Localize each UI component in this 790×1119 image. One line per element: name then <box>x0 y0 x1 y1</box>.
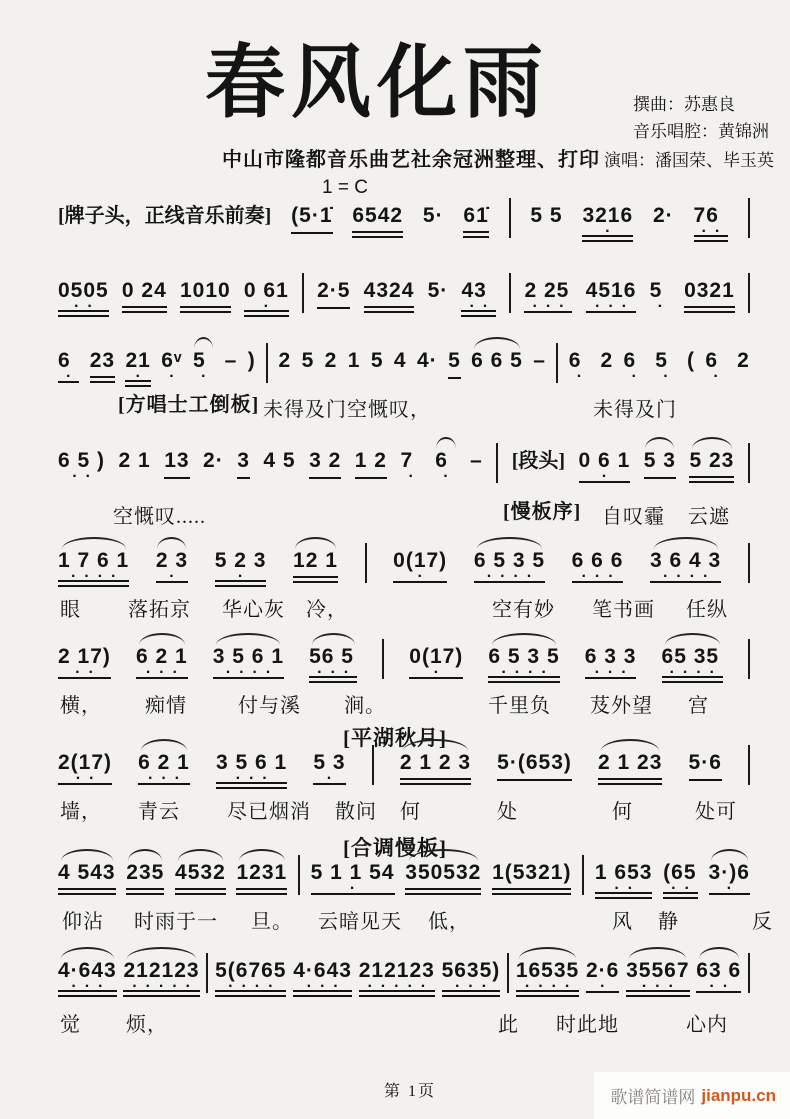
note-group: 1 2 <box>355 449 387 479</box>
lyric-text: 千里负 <box>488 695 551 717</box>
note-group: 5· <box>422 204 444 227</box>
lyric-text: 芨外望 <box>590 695 653 717</box>
note-group: 5 3 <box>644 449 676 479</box>
lyric-text: 空有妙 <box>492 599 555 621</box>
inline-label: [牌子头，正线音乐前奏] <box>58 205 272 227</box>
note-group: 2 <box>737 349 750 372</box>
note-group: 6 2 1 ··· <box>136 645 188 679</box>
note-group: 56 5 ··· <box>309 645 357 683</box>
barline-icon <box>509 198 511 238</box>
barline-icon <box>748 198 750 238</box>
note-group: 5· <box>427 279 449 302</box>
barline-icon <box>266 343 268 383</box>
page-number: 第 1页 <box>384 1083 437 1100</box>
watermark <box>594 1072 790 1119</box>
note-group: 65 35 ···· <box>662 645 723 683</box>
notes-row <box>58 751 750 789</box>
note-group: (65 ·· <box>663 861 698 899</box>
performer-line: 演唱：潘国荣、毕玉英 <box>604 151 774 170</box>
lyric-text: 风 <box>612 911 633 933</box>
lyric-label: [慢板序] <box>503 501 582 523</box>
note-group: 4 5 <box>263 449 296 472</box>
note-group: 6 · <box>435 449 456 479</box>
note-group: 4·643 ··· <box>293 959 352 997</box>
note-group: 2 3 · <box>156 549 188 583</box>
note-group: 235 <box>126 861 164 895</box>
lyrics-row <box>0 905 790 933</box>
note-group: 61̇ <box>463 204 488 238</box>
note-group: 0321 <box>684 279 735 313</box>
note-group: 13 <box>164 449 189 479</box>
note-group: 5 2 3 · <box>215 549 267 587</box>
note-group: 4324 <box>364 279 415 313</box>
note-group: 2 1 2 3 <box>400 751 471 785</box>
lyric-text: 自叹霾 <box>602 506 665 528</box>
notes-row <box>58 959 750 997</box>
note-group: 5 23 <box>689 449 734 483</box>
note-group: 2 25 ··· <box>524 279 572 313</box>
notes-row <box>58 279 750 317</box>
lyric-text: 宫 <box>688 695 709 717</box>
lyric-text: 何 <box>612 801 633 823</box>
note-group: 0505 ·· <box>58 279 109 317</box>
note-group: 2 1 23 <box>598 751 662 785</box>
lyric-label: [方唱士工倒板] <box>118 394 260 416</box>
notes-row <box>58 861 750 899</box>
note-group: 5 1 1 54 · <box>311 861 395 895</box>
barline-icon <box>382 639 384 679</box>
note-group: 6 3 3 ··· <box>585 645 637 679</box>
lyric-text: 处 <box>497 801 518 823</box>
lyric-text: 横， <box>60 695 102 717</box>
note-group: 6 · <box>705 349 726 379</box>
lyrics-row <box>0 500 790 528</box>
lyric-text: 付与溪 <box>238 695 301 717</box>
lyrics-row <box>0 689 790 717</box>
notes-row <box>58 549 750 587</box>
lyric-text: 心内 <box>686 1014 728 1036</box>
note-group: 7 · <box>400 449 421 479</box>
note-group: – <box>224 349 238 372</box>
lyric-text: 尽已烟消 <box>227 801 311 823</box>
note-group: 2·6 · <box>586 959 619 993</box>
note-group: 4516 ··· <box>586 279 637 313</box>
note-group: 1(5321) <box>492 861 571 895</box>
note-group: 212123 ····· <box>123 959 199 997</box>
note-group: 5 3 · <box>313 751 345 785</box>
lyrics-row <box>0 593 790 621</box>
lyric-text: 此 <box>498 1014 519 1036</box>
section-label: [合调慢板] <box>343 836 447 860</box>
barline-icon <box>556 343 558 383</box>
note-group: 2· <box>653 204 674 227</box>
lyrics-row <box>0 393 790 421</box>
lyrics-row <box>0 795 790 823</box>
note-group: 2·5 <box>317 279 350 309</box>
note-group: 4·643 ··· <box>58 959 117 997</box>
barline-icon <box>302 273 304 313</box>
lyric-text: 云暗见天 <box>318 911 402 933</box>
note-group: 6 2 1 ··· <box>138 751 190 785</box>
notes-row <box>58 645 750 683</box>
note-group: 6 6 5 <box>471 349 523 375</box>
note-group: 12 1 <box>293 549 338 583</box>
barline-icon <box>509 273 511 313</box>
note-group: 6 5 3 5 ···· <box>488 645 559 683</box>
lyric-text: 痴情 <box>145 695 187 717</box>
watermark-site-name: 歌谱简谱网 <box>610 1088 696 1107</box>
note-group: 350532 <box>405 861 481 895</box>
barline-icon <box>507 953 509 993</box>
barline-icon <box>748 273 750 313</box>
note-group: 5 5 <box>530 204 563 227</box>
lyric-text: 处可 <box>695 801 737 823</box>
lyric-text: 未得及门 <box>593 399 677 421</box>
section-label: [平湖秋月] <box>343 726 447 750</box>
note-group: 2 17) ·· <box>58 645 111 679</box>
note-group: – <box>533 349 546 372</box>
lyric-text: 任纵 <box>686 599 728 621</box>
note-group: 0(17) · <box>409 645 463 679</box>
note-group: 5(6765 ···· <box>215 959 286 997</box>
note-group: 3 6 4 3 ···· <box>650 549 721 583</box>
note-group: 4532 <box>175 861 226 895</box>
note-group: 5 <box>370 349 384 372</box>
barline-icon <box>496 443 498 483</box>
note-group: – <box>470 449 483 472</box>
composer-credit: 撰曲：苏惠良 <box>633 95 735 114</box>
note-group: 6 6 6 ··· <box>572 549 624 583</box>
note-group: 1 <box>347 349 361 372</box>
lyric-text: 仰沾 <box>62 911 104 933</box>
note-group: 2 1 <box>118 449 151 472</box>
note-group: (5·1̇ <box>291 204 332 234</box>
note-group: 4 <box>393 349 407 372</box>
note-group: 1010 <box>180 279 231 313</box>
note-group: 43 ·· <box>461 279 496 317</box>
note-group: 5 · <box>650 279 671 309</box>
lyric-text: 时雨于一 <box>134 911 218 933</box>
lyric-text: 冷， <box>306 599 348 621</box>
note-group: 3 5 6 1 ··· <box>216 751 287 789</box>
score-line <box>58 349 750 441</box>
notes-row <box>58 449 750 483</box>
lyric-text: 旦。 <box>251 911 293 933</box>
score-line <box>58 549 750 641</box>
song-title: 春风化雨 <box>205 35 549 129</box>
note-group: 0(17) · <box>393 549 447 583</box>
note-group: 4 543 <box>58 861 116 895</box>
arranger-line: 中山市隆都音乐曲艺社余冠洲整理、打印 <box>222 149 600 171</box>
lyric-text: 涧。 <box>344 695 386 717</box>
note-group: 3·)6 · <box>709 861 750 895</box>
vocal-music-credit: 音乐唱腔：黄锦洲 <box>633 122 769 141</box>
score-line <box>58 836 773 953</box>
key-signature: 1 = C <box>322 177 368 198</box>
score-line <box>58 449 750 541</box>
note-group: 4· <box>416 349 438 372</box>
note-group: 23 <box>90 349 115 383</box>
lyric-text: 时此地 <box>556 1014 619 1036</box>
note-group: 2 <box>600 349 614 372</box>
note-group: 3216 · <box>582 204 633 242</box>
note-group: 5 <box>301 349 315 372</box>
note-group: 2· <box>203 449 224 472</box>
barline-icon <box>748 953 750 993</box>
note-group: 5·(653) <box>497 751 572 781</box>
note-group: 6 · <box>569 349 590 379</box>
note-group: 0 61 · <box>244 279 289 317</box>
note-group: 1231 <box>236 861 287 895</box>
watermark-site-url: jianpu.cn <box>701 1085 776 1105</box>
lyrics-row <box>0 1008 790 1036</box>
note-group: 21 · <box>125 349 150 387</box>
lyric-text: 华心灰 <box>222 599 285 621</box>
barline-icon <box>365 543 367 583</box>
notes-row <box>58 204 750 242</box>
lyric-text: 散问 <box>335 801 377 823</box>
lyric-text: 反 <box>752 911 773 933</box>
note-group: 6542 <box>352 204 403 238</box>
note-group: ( <box>686 349 695 372</box>
barline-icon <box>748 543 750 583</box>
lyric-text: 云遮 <box>688 506 730 528</box>
lyric-text: 眼 <box>60 599 81 621</box>
note-group: 16535 ···· <box>516 959 579 997</box>
note-group: 35567 ··· <box>626 959 689 997</box>
lyric-text: 落拓京 <box>128 599 191 621</box>
barline-icon <box>206 953 208 993</box>
lyric-text: 空慨叹..... <box>113 506 206 528</box>
note-group: 1 7 6 1 ···· <box>58 549 129 587</box>
lyric-text: 笔书画 <box>592 599 655 621</box>
note-group: 3 <box>237 449 250 479</box>
note-group: 5 · <box>193 349 214 379</box>
lyric-text: 低， <box>428 911 470 933</box>
note-group: 63 6 ·· <box>696 959 741 993</box>
note-group: 6 5 3 5 ···· <box>474 549 545 583</box>
note-group: 5635) ··· <box>442 959 501 997</box>
note-group: 6 · <box>58 349 79 383</box>
note-group: 3 2 <box>309 449 341 479</box>
inline-label: [段头] <box>511 450 566 472</box>
note-group: 2(17) ·· <box>58 751 112 785</box>
note-group: ) <box>247 349 256 372</box>
lyric-text: 觉 <box>60 1014 81 1036</box>
note-group: 0 6 1 · <box>579 449 631 483</box>
lyric-text: 未得及门空慨叹， <box>263 399 431 421</box>
note-group: 6 · <box>624 349 645 379</box>
note-group: 6 5 ) ·· <box>58 449 105 479</box>
note-group: 212123 ····· <box>359 959 435 997</box>
note-group: 5 <box>448 349 461 379</box>
note-group: 5·6 <box>689 751 722 781</box>
barline-icon <box>748 639 750 679</box>
note-group: 2 <box>278 349 292 372</box>
note-group: 1 653 ·· <box>595 861 653 899</box>
note-group: 3 5 6 1 ···· <box>213 645 284 679</box>
lyric-text: 烦， <box>126 1014 168 1036</box>
lyric-text: 墙， <box>60 801 102 823</box>
barline-icon <box>748 443 750 483</box>
note-group: 76 ·· <box>694 204 729 242</box>
score-line <box>58 959 750 1051</box>
note-group: 0 24 <box>122 279 167 313</box>
lyric-text: 何 <box>400 801 421 823</box>
note-group: 2 <box>324 349 338 372</box>
note-group: 5 · <box>655 349 676 379</box>
lyric-text: 静 <box>658 911 679 933</box>
lyric-text: 青云 <box>138 801 180 823</box>
score-line <box>58 726 750 843</box>
note-group: 6ᵛ · <box>161 349 182 379</box>
notes-row <box>58 349 750 387</box>
